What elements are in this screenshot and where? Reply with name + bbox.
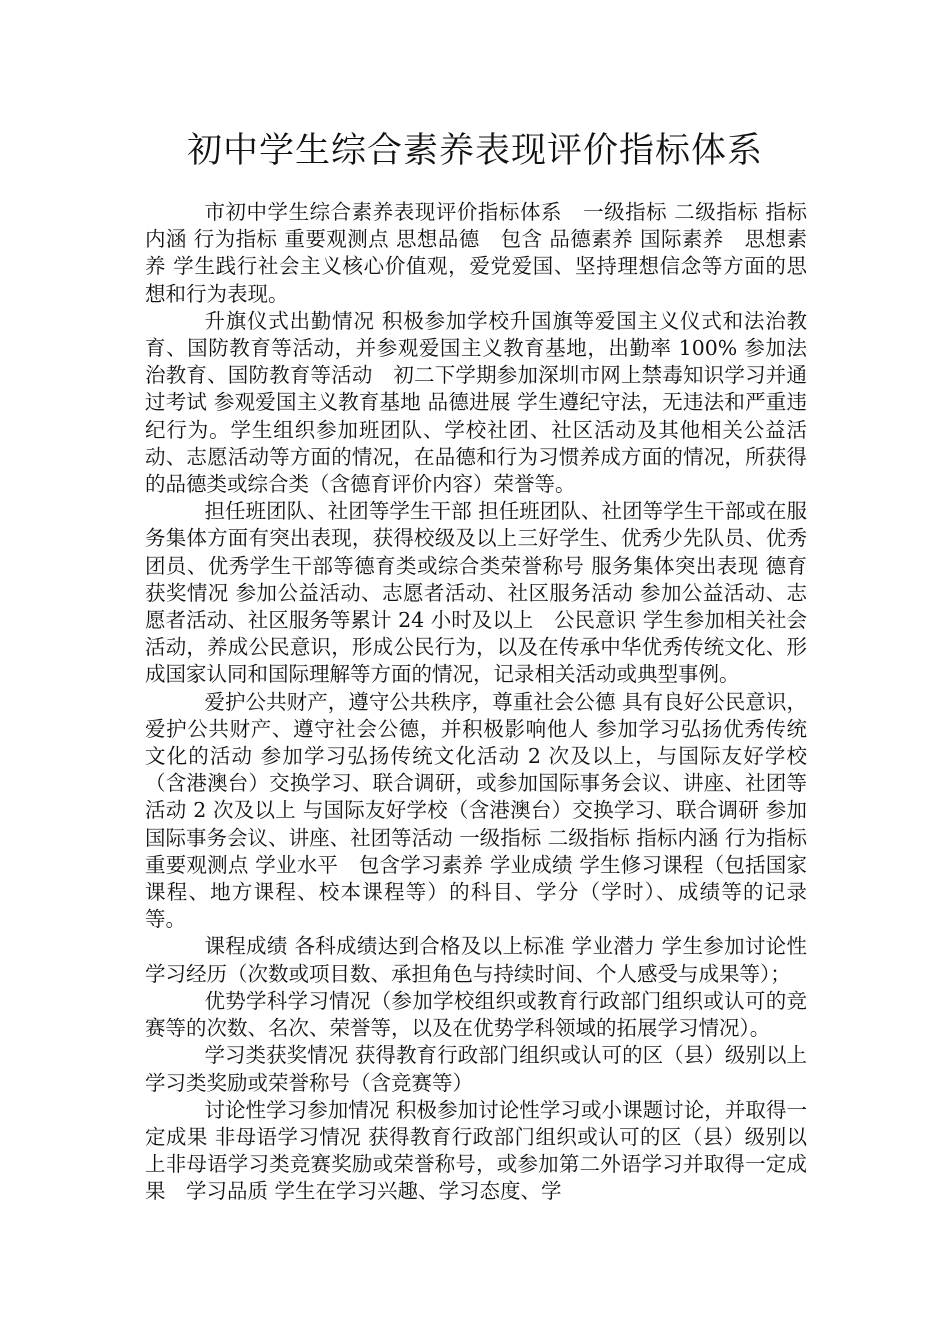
paragraph: 优势学科学习情况（参加学校组织或教育行政部门组织或认可的竞赛等的次数、名次、荣誉等，以及在优势学科领域的拓展学习情况）。 xyxy=(145,988,807,1041)
paragraph: 学习类获奖情况 获得教育行政部门组织或认可的区（县）级别以上学习类奖励或荣誉称号（含竞赛等） xyxy=(145,1043,807,1095)
paragraph: 升旗仪式出勤情况 积极参加学校升国旗等爱国主义仪式和法治教育、国防教育等活动，并参观爱国主义教育基地，出勤率 100% 参加法治教育、国防教育等活动 初二下学期参加深圳市网上禁毒知识学习并通过考试 参观爱国主义教育基地 品德进展 学生遵纪守法，无违法和严重违纪行为。学生组织参加班团队、学校社团、社区活动及其他相关公益活动、志愿活动等方面的情况，在品德和行为习惯养成方面的情况，所获得的品德类或综合类（含德育评价内容）荣誉等。 xyxy=(145,308,807,497)
paragraph: 市初中学生综合素养表现评价指标体系 一级指标 二级指标 指标内涵 行为指标 重要观测点 思想品德 包含 品德素养 国际素养 思想素养 学生践行社会主义核心价值观，爱党爱国、坚持理想信念等方面的思想和行为表现。 xyxy=(145,200,807,306)
paragraph: 讨论性学习参加情况 积极参加讨论性学习或小课题讨论，并取得一定成果 非母语学习情况 获得教育行政部门组织或认可的区（县）级别以上非母语学习类竞赛奖励或荣誉称号，或参加第二外语学习并取得一定成果 学习品质 学生在学习兴趣、学习态度、学 xyxy=(145,1097,807,1204)
document-title: 初中学生综合素养表现评价指标体系 xyxy=(186,131,763,171)
document-body xyxy=(145,199,807,1206)
paragraph: 担任班团队、社团等学生干部 担任班团队、社团等学生干部或在服务集体方面有突出表现，获得校级及以上三好学生、优秀少先队员、优秀团员、优秀学生干部等德育类或综合类荣誉称号 服务集体突出表现 德育获奖情况 参加公益活动、志愿者活动、社区服务活动 参加公益活动、志愿者活动、社区服务等累计 24 小时及以上 公民意识 学生参加相关社会活动，养成公民意识，形成公民行为，以及在传承中华优秀传统文化、形成国家认同和国际理解等方面的情况，记录相关活动或典型事例。 xyxy=(145,499,807,687)
paragraph: 爱护公共财产，遵守公共秩序，尊重社会公德 具有良好公民意识，爱护公共财产、遵守社会公德，并积极影响他人 参加学习弘扬优秀传统文化的活动 参加学习弘扬传统文化活动 2 次及以上，与国际友好学校（含港澳台）交换学习、联合调研，或参加国际事务会议、讲座、社团等活动 2 次及以上 与国际友好学校（含港澳台）交换学习、联合调研 参加国际事务会议、讲座、社团等活动 一级指标 二级指标 指标内涵 行为指标 重要观测点 学业水平 包含学习素养 学业成绩 学生修习课程（包括国家课程、地方课程、校本课程等）的科目、学分（学时）、成绩等的记录等。 xyxy=(145,689,807,932)
paragraph: 课程成绩 各科成绩达到合格及以上标准 学业潜力 学生参加讨论性学习经历（次数或项目数、承担角色与持续时间、个人感受与成果等）； xyxy=(145,934,807,986)
